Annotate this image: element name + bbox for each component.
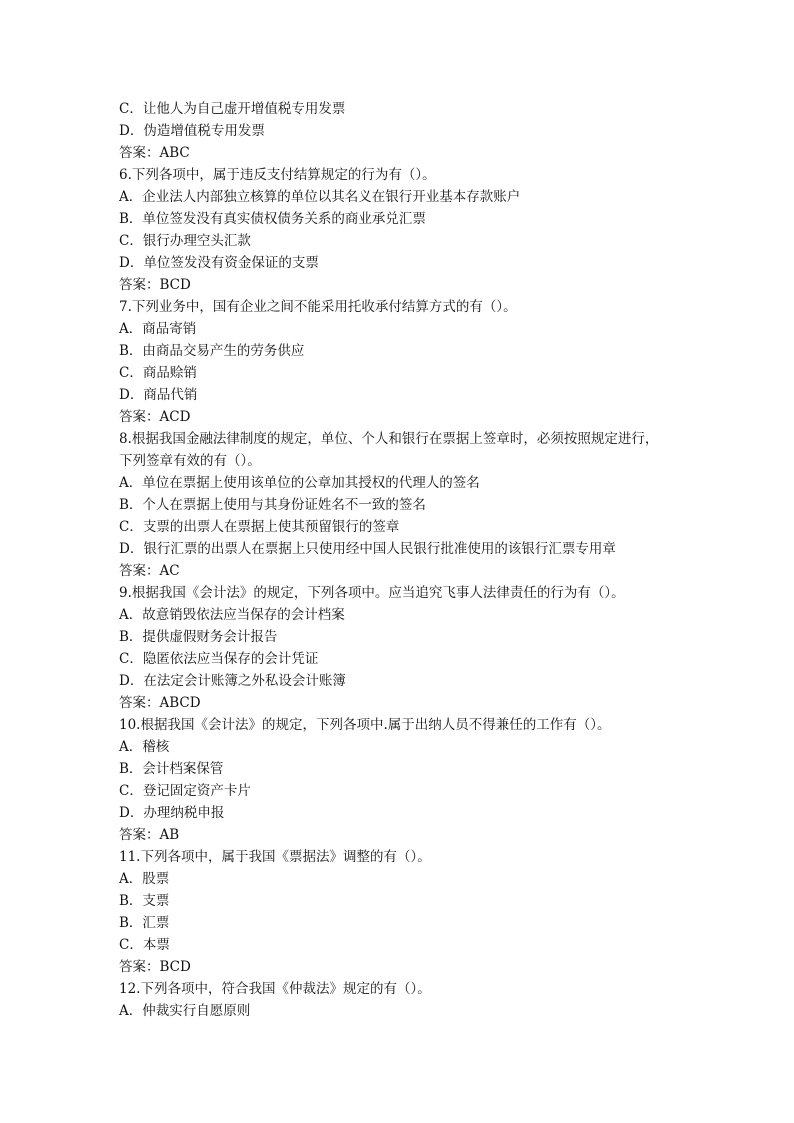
document-line: 6.下列各项中，属于违反支付结算规定的行为有（）。 (119, 167, 436, 183)
document-line: B．支票 (119, 893, 170, 909)
document-body (119, 98, 679, 1022)
document-line: C．隐匿依法应当保存的会计凭证 (119, 651, 319, 667)
document-line: D．在法定会计账簿之外私设会计账簿 (119, 673, 346, 689)
document-line: 7.下列业务中，国有企业之间不能采用托收承付结算方式的有（）。 (119, 299, 517, 315)
document-line: 答案：BCD (119, 959, 191, 975)
document-line: C．银行办理空头汇款 (119, 233, 251, 249)
document-line: C．让他人为自己虚开增值税专用发票 (119, 101, 346, 117)
document-line: 答案：BCD (119, 277, 191, 293)
document-line: B．个人在票据上使用与其身份证姓名不一致的签名 (119, 497, 426, 513)
document-line: 答案：AC (119, 563, 180, 579)
document-line: 答案：ACD (119, 409, 191, 425)
document-line: 答案：ABCD (119, 695, 201, 711)
document-line: D．单位签发没有资金保证的支票 (119, 255, 319, 271)
document-line: B．汇票 (119, 915, 170, 931)
document-line: A．稽核 (119, 739, 170, 755)
document-line: A．股票 (119, 871, 170, 887)
document-line: A．企业法人内部独立核算的单位以其名义在银行开业基本存款账户 (119, 189, 521, 205)
document-line: 11.下列各项中，属于我国《票据法》调整的有（）。 (119, 849, 431, 865)
document-line: B．会计档案保管 (119, 761, 224, 777)
document-line: C．支票的出票人在票据上使其预留银行的签章 (119, 519, 400, 535)
document-line: C．登记固定资产卡片 (119, 783, 251, 799)
document-line: D．办理纳税申报 (119, 805, 225, 821)
document-line: 下列签章有效的有（）。 (119, 453, 261, 469)
document-line: B．由商品交易产生的劳务供应 (119, 343, 305, 359)
document-line: D．商品代销 (119, 387, 198, 403)
document-line: B．单位签发没有真实债权债务关系的商业承兑汇票 (119, 211, 426, 227)
document-line: 9.根据我国《会计法》的规定，下列各项中。应当追究飞事人法律责任的行为有（）。 (119, 585, 625, 601)
document-line: A．单位在票据上使用该单位的公章加其授权的代理人的签名 (119, 475, 480, 491)
document-line: D．伪造增值税专用发票 (119, 123, 265, 139)
document-line: B．提供虚假财务会计报告 (119, 629, 278, 645)
document-line: A．故意销毁依法应当保存的会计档案 (119, 607, 345, 623)
document-line: C．商品赊销 (119, 365, 197, 381)
document-line: 答案：ABC (119, 145, 190, 161)
document-line: 12.下列各项中，符合我国《仲裁法》规定的有（）。 (119, 981, 431, 997)
document-line: A．商品寄销 (119, 321, 197, 337)
document-line: C．本票 (119, 937, 170, 953)
document-line: 答案：AB (119, 827, 180, 843)
document-line: 8.根据我国金融法律制度的规定，单位、个人和银行在票据上签章时，必须按照规定进行， (119, 431, 659, 447)
document-line: 10.根据我国《会计法》的规定，下列各项中.属于出纳人员不得兼任的工作有（）。 (119, 717, 611, 733)
document-line: D．银行汇票的出票人在票据上只使用经中国人民银行批准使用的该银行汇票专用章 (119, 541, 616, 557)
document-line: A．仲裁实行自愿原则 (119, 1003, 251, 1019)
